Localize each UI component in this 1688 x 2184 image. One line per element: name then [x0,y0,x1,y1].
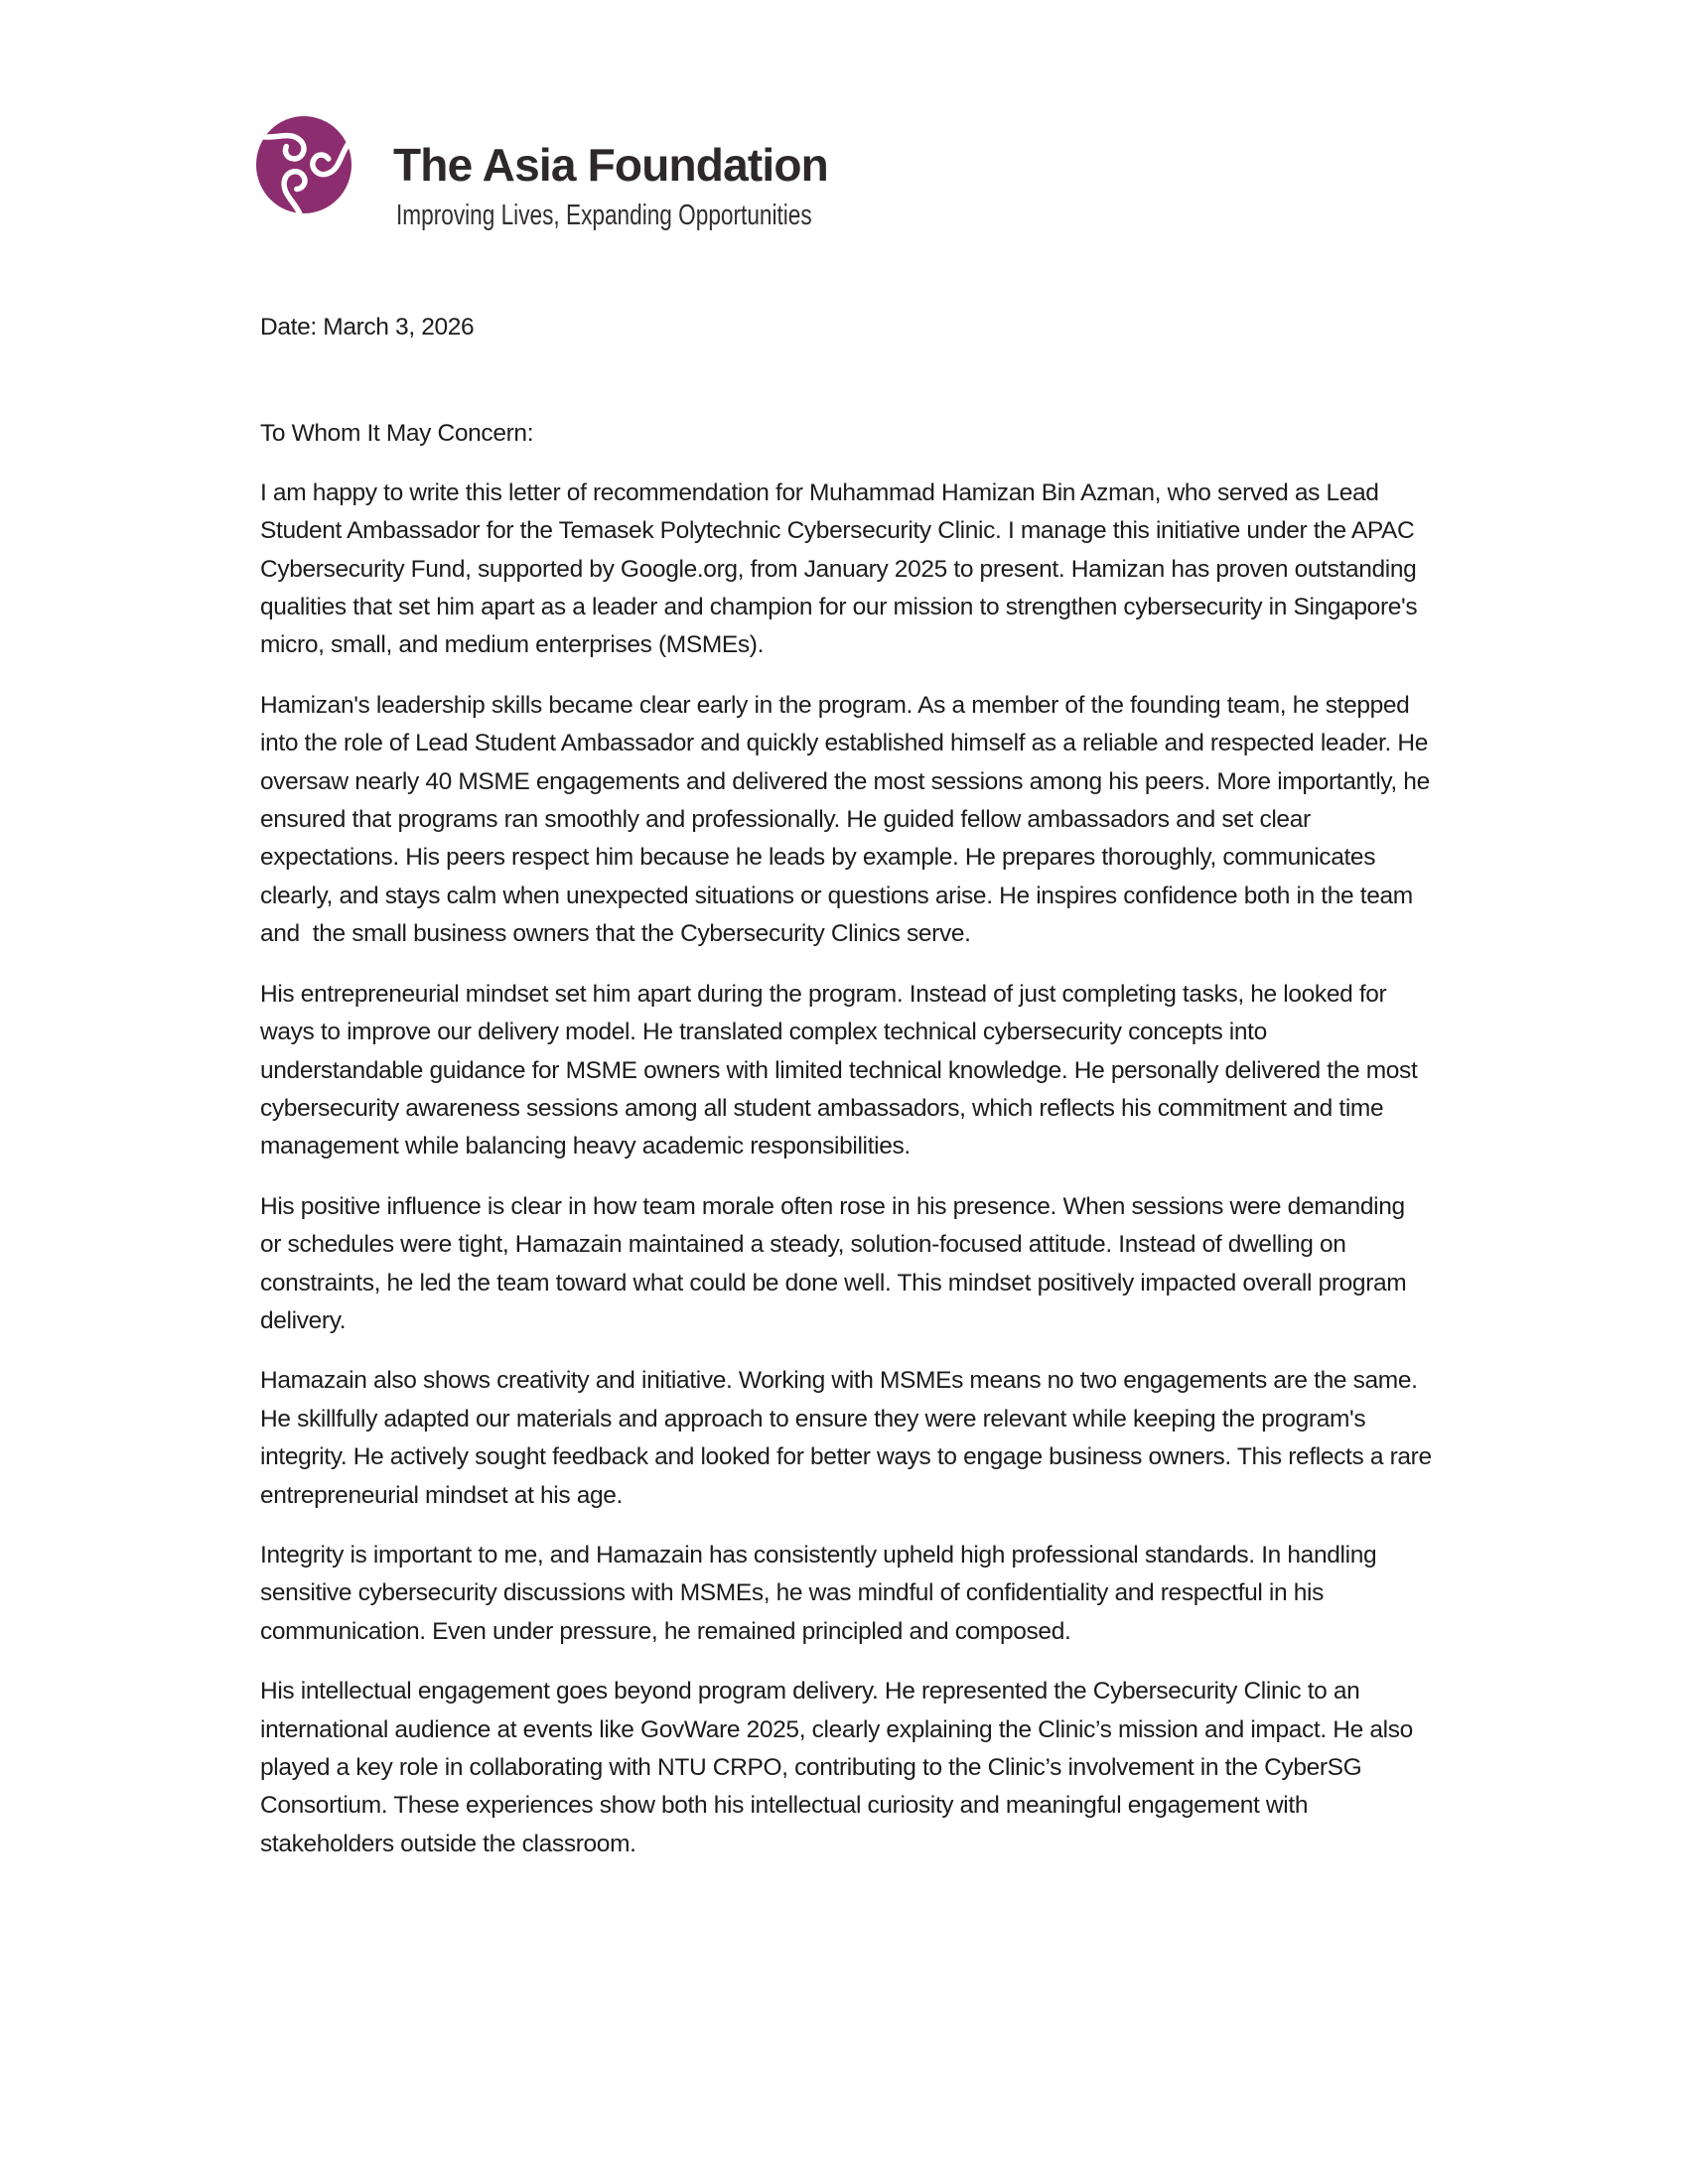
salutation: To Whom It May Concern: [260,420,534,448]
paragraph: His positive influence is clear in how team morale often rose in his presence. When sessions were demanding or schedules were tight, Hamazain maintained a steady, solution-focused attitude. Instead of dwelling on constraints, he led the team toward what could be done well. This mindset positively impacted overall program delivery. [260,1192,1413,1334]
date-line: Date: March 3, 2026 [260,314,475,341]
letter-body [260,309,1439,1885]
paragraph: His intellectual engagement goes beyond program delivery. He represented the Cybersecurity Clinic to an international audience at events like GovWare 2025, clearly explaining the Clinic’s mission and impact. He also played a key role in collaborating with NTU CRPO, contributing to the Clinic’s involvement in the CyberSG Consortium. These experiences show both his intellectual curiosity and meaningful engagement with stakeholders outside the classroom. [260,1678,1420,1857]
trefoil-logo-svg [256,116,352,213]
asia-foundation-logo-icon [256,116,352,213]
paragraph: His entrepreneurial mindset set him apart during the program. Instead of just completing tasks, he looked for ways to improve our delivery model. He translated complex technical cybersecurity concepts into understandable guidance for MSME owners with limited technical knowledge. He personally delivered the most cybersecurity awareness sessions among all student ambassadors, which reflects his commitment and time management while balancing heavy academic responsibilities. [260,980,1424,1160]
org-tagline: Improving Lives, Expanding Opportunities [396,200,812,231]
paragraph: Hamizan's leadership skills became clear early in the program. As a member of the founding team, he stepped into the role of Lead Student Ambassador and quickly established himself as a reliable and respected leader. He oversaw nearly 40 MSME engagements and delivered the most sessions among his peers. More importantly, he ensured that programs ran smoothly and professionally. He guided fellow ambassadors and set clear expectations. His peers respect him because he leads by example. He prepares thoroughly, communicates clearly, and stays calm when unexpected situations or questions arise. He inspires confidence both in the team and the small business owners that the Cybersecurity Clinics serve. [260,691,1437,948]
paragraph: Hamazain also shows creativity and initiative. Working with MSMEs means no two engagements are the same. He skillfully adapted our materials and approach to ensure they were relevant while keeping the program's integrity. He actively sought feedback and looked for better ways to engage business owners. This reflects a rare entrepreneurial mindset at his age. [260,1367,1439,1509]
org-name: The Asia Foundation [393,139,828,191]
paragraph: Integrity is important to me, and Hamazain has consistently upheld high professional standards. In handling sensitive cybersecurity discussions with MSMEs, he was mindful of confidentiality and respectful in his communication. Even under pressure, he remained principled and composed. [260,1541,1383,1645]
paragraph: I am happy to write this letter of recommendation for Muhammad Hamizan Bin Azman, who served as Lead Student Ambassador for the Temasek Polytechnic Cybersecurity Clinic. I manage this initiative under the APAC Cybersecurity Fund, supported by Google.org, from January 2025 to present. Hamizan has proven outstanding qualities that set him apart as a leader and champion for our mission to strengthen cybersecurity in Singapore's micro, small, and medium enterprises (MSMEs). [260,478,1424,659]
